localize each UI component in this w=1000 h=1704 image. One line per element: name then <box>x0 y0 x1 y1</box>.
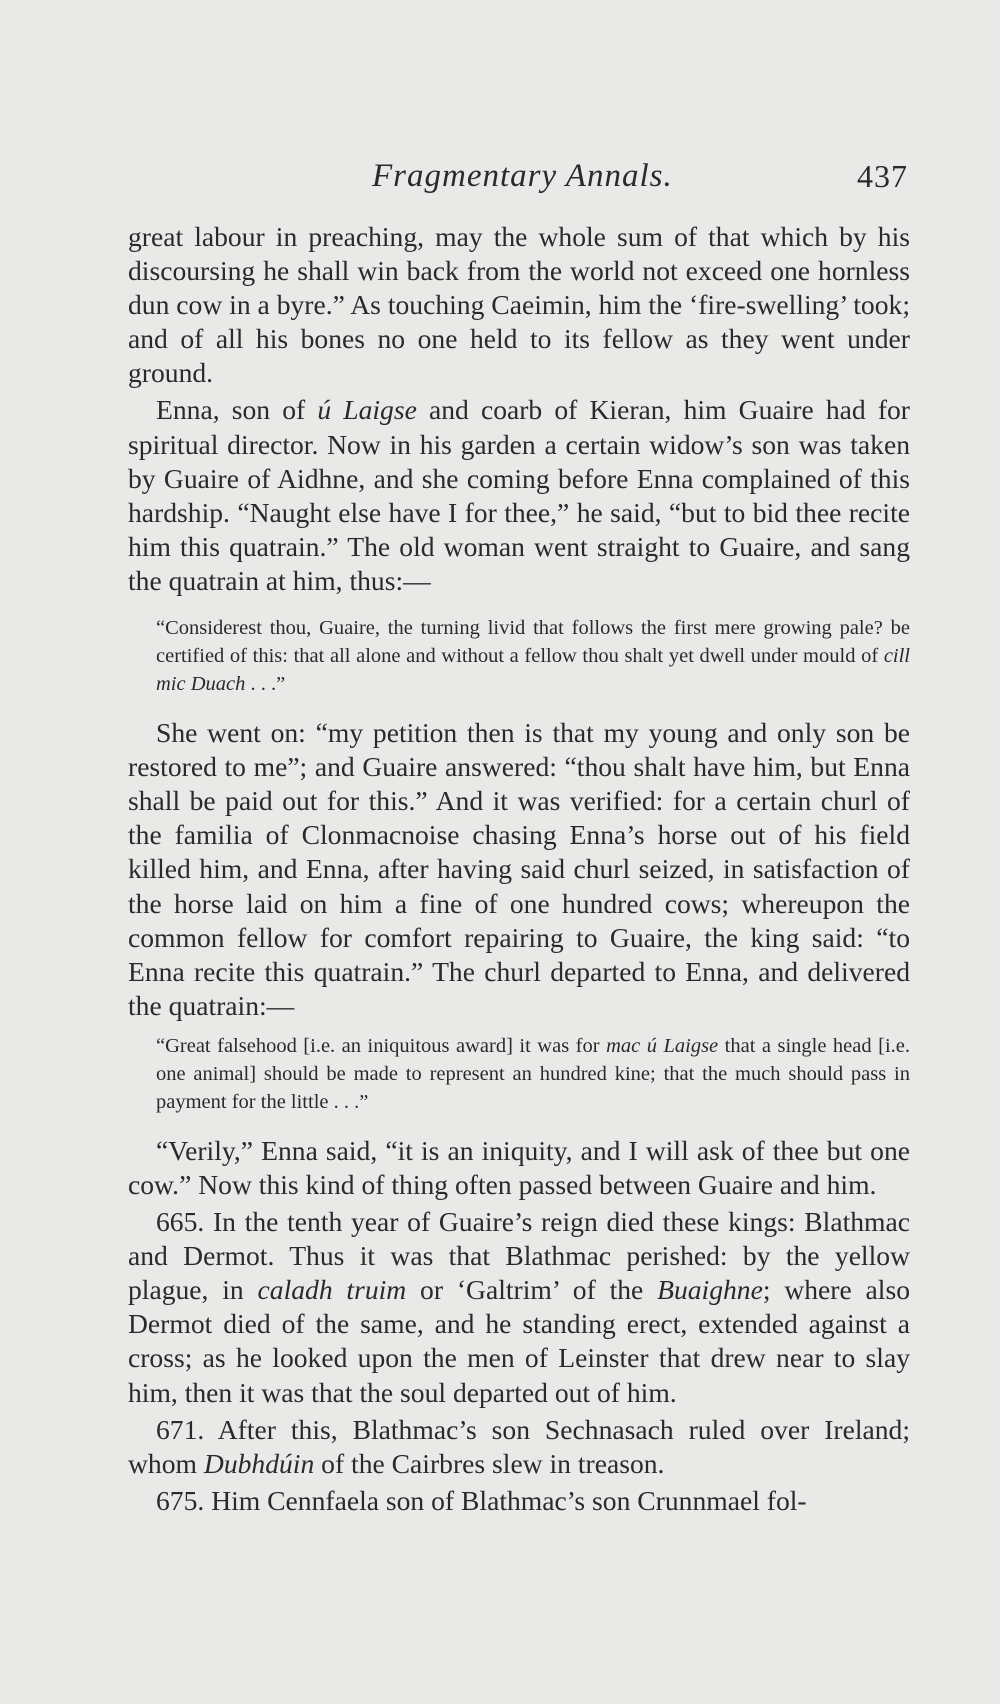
paragraph-enna <box>128 393 910 598</box>
quote-text: . . .” <box>245 673 286 696</box>
quote-text: “Considerest thou, Guaire, the turning livid that follows the first mere growing pale? be certified of this: that all alone and without a fellow thou shalt yet dwell under mould of <box>156 617 910 668</box>
quote-text: that a single head [i.e. one animal] should be made to represent an hundred kine; that the much should pass in payment for the little . . .” <box>156 1034 910 1113</box>
italic-term: Dubhdúin <box>203 1447 315 1479</box>
italic-term: cill mic Duach <box>156 645 910 696</box>
paragraph-text: or ‘Galtrim’ of the <box>406 1274 658 1306</box>
paragraph-text: She went on: “my petition then is that my young and only son be restored to me”; and Guaire answered: “thou shalt have him, but Enna shall be paid out for this.” And it was verified: for a certain churl of the familia of Clonmacnoise chasing Enna’s horse out of his field killed him, and Enna, after having said churl seized, in satisfaction of the horse laid on him a fine of one hundred cows; whereupon the common fellow for comfort repairing to Guaire, the king said: “to Enna recite this quatrain.” The churl departed to Enna, and delivered the quatrain:— <box>128 717 910 1021</box>
paragraph-text: 671. After this, Blathmac’s son Sechnasach ruled over Ireland; whom <box>128 1413 910 1479</box>
page-header <box>0 158 1000 198</box>
paragraph-petition <box>128 716 910 1023</box>
quatrain-quote-1 <box>128 614 910 698</box>
page-number: 437 <box>857 158 908 194</box>
italic-term: ú Laigse <box>317 394 417 426</box>
quote-text: “Great falsehood [i.e. an iniquitous award] it was for <box>156 1034 607 1057</box>
paragraph-text: ; where also Dermot died of the same, and he standing erect, extended against a cross; as he looked upon the men of Leinster that drew near to slay him, then it was that the soul departed out of him. <box>128 1274 910 1408</box>
paragraph-continuation <box>128 220 910 390</box>
running-title: Fragmentary Annals. <box>372 158 673 194</box>
paragraph-665 <box>128 1205 910 1410</box>
paragraph-text: “Verily,” Enna said, “it is an iniquity, and I will ask of thee but one cow.” Now this kind of thing often passed between Guaire and him. <box>128 1134 910 1200</box>
paragraph-text: great labour in preaching, may the whole sum of that which by his discoursing he shall win back from the world not exceed one hornless dun cow in a byre.” As touching Caeimin, him the ‘fire-swelling’ took; and of all his bones no one held to its fellow as they went under ground. <box>128 221 910 389</box>
paragraph-text: 665. In the tenth year of Guaire’s reign died these kings: Blathmac and Dermot. Thus it was that Blathmac perished: by the yellow plague, in <box>128 1206 910 1306</box>
paragraph-text: and coarb of Kieran, him Guaire had for spiritual director. Now in his garden a certain widow’s son was taken by Guaire of Aidhne, and she coming before Enna complained of this hardship. “Naught else have I for thee,” he said, “but to bid thee recite him this quatrain.” The old woman went straight to Guaire, and sang the quatrain at him, thus:— <box>128 394 910 596</box>
paragraph-text: of the Cairbres slew in treason. <box>314 1447 665 1479</box>
italic-term: mac ú Laigse <box>606 1034 719 1057</box>
italic-term: Buaighne <box>657 1274 763 1306</box>
paragraph-text: Enna, son of <box>156 394 318 426</box>
paragraph-text: 675. Him Cennfaela son of Blathmac’s son Crunnmael fol- <box>156 1484 807 1516</box>
paragraph-verily <box>128 1134 910 1202</box>
italic-term: caladh truim <box>257 1274 407 1306</box>
paragraph-675 <box>128 1484 910 1518</box>
page-body <box>128 220 910 1518</box>
quatrain-quote-2 <box>128 1032 910 1116</box>
paragraph-671 <box>128 1413 910 1481</box>
